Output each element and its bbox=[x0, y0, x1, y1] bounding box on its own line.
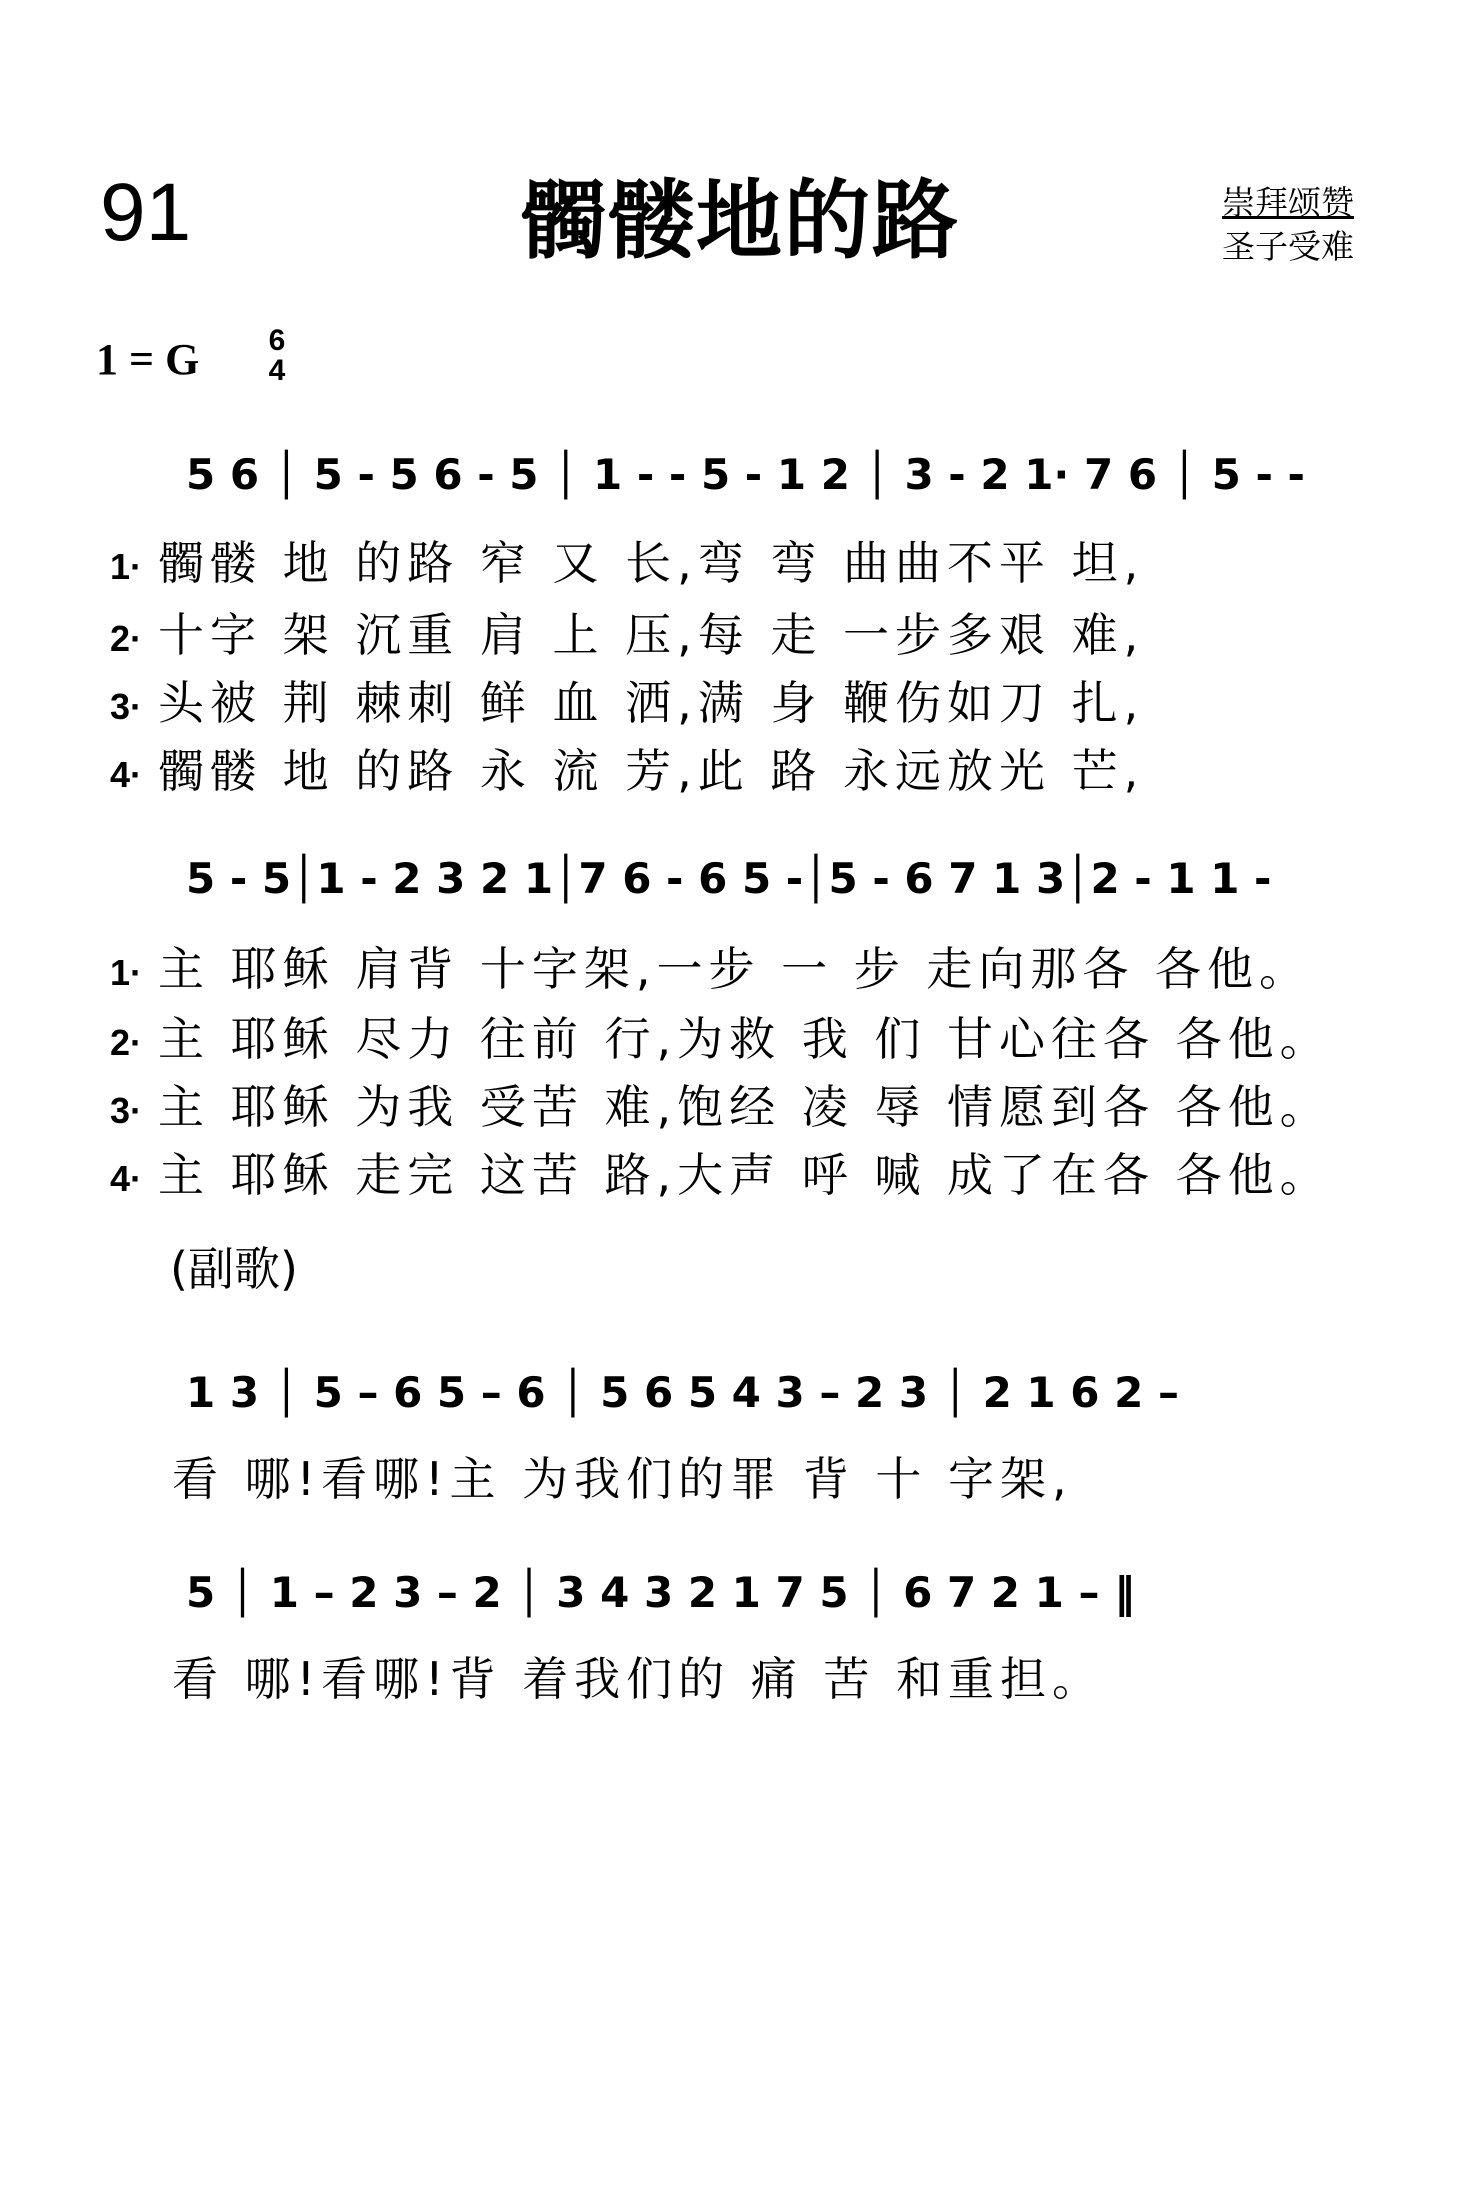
hymn-number: 91 bbox=[100, 167, 192, 258]
time-signature-top: 6 bbox=[268, 324, 286, 357]
verse-lyric: 髑髅 地 的路 窄 又 长,弯 弯 曲曲不平 坦, bbox=[158, 536, 1145, 590]
verse-number: 2· bbox=[110, 1022, 143, 1063]
verse-lyric-row bbox=[110, 1148, 1332, 1202]
verse-number: 4· bbox=[110, 1158, 143, 1199]
hymn-title: 髑髅地的路 bbox=[520, 171, 960, 271]
verse-lyric-row bbox=[110, 1080, 1332, 1134]
verse-lyric-row bbox=[110, 536, 1145, 590]
verse-number: 2· bbox=[110, 618, 143, 659]
time-signature bbox=[262, 326, 292, 386]
chorus-lyric: 看 哪!看哪!主 为我们的罪 背 十 字架, bbox=[172, 1452, 1073, 1506]
verse-lyric: 髑髅 地 的路 永 流 芳,此 路 永远放光 芒, bbox=[158, 744, 1145, 798]
verse-lyric: 主 耶稣 肩背 十字架,一步 一 步 走向那各 各他。 bbox=[158, 942, 1311, 996]
verse-number: 1· bbox=[110, 952, 143, 993]
verse-lyric: 头被 荆 棘刺 鲜 血 洒,满 身 鞭伤如刀 扎, bbox=[158, 676, 1145, 730]
time-signature-bottom: 4 bbox=[268, 354, 286, 387]
chorus-lyric: 看 哪!看哪!背 着我们的 痛 苦 和重担。 bbox=[172, 1652, 1104, 1706]
verse-lyric: 主 耶稣 为我 受苦 难,饱经 凌 辱 情愿到各 各他。 bbox=[158, 1080, 1332, 1134]
notation-line: 1 3 │ 5 – 6 5 – 6 │ 5 6 5 4 3 – 2 3 │ 2 1 6 2 – bbox=[186, 1368, 1179, 1417]
verse-lyric-row bbox=[110, 1012, 1332, 1066]
notation-line: 5 │ 1 – 2 3 – 2 │ 3 4 3 2 1 7 5 │ 6 7 2 1 – ‖ bbox=[186, 1568, 1136, 1617]
verse-lyric: 十字 架 沉重 肩 上 压,每 走 一步多艰 难, bbox=[158, 608, 1145, 662]
verse-lyric-row bbox=[110, 942, 1311, 996]
notation-line: 5 - 5│1 - 2 3 2 1│7 6 - 6 5 -│5 - 6 7 1 3│2 - 1 1 - bbox=[186, 854, 1272, 903]
verse-number: 3· bbox=[110, 1090, 143, 1131]
verse-lyric: 主 耶稣 走完 这苦 路,大声 呼 喊 成了在各 各他。 bbox=[158, 1148, 1332, 1202]
verse-number: 4· bbox=[110, 754, 143, 795]
key-signature: 1 = G bbox=[96, 335, 200, 384]
verse-number: 1· bbox=[110, 546, 143, 587]
chorus-label: (副歌) bbox=[170, 1242, 298, 1296]
verse-lyric-row bbox=[110, 744, 1145, 798]
verse-lyric: 主 耶稣 尽力 往前 行,为救 我 们 甘心往各 各他。 bbox=[158, 1012, 1332, 1066]
notation-line: 5 6 │ 5 - 5 6 - 5 │ 1 - - 5 - 1 2 │ 3 - 2 1· 7 6 │ 5 - - bbox=[186, 450, 1305, 499]
verse-lyric-row bbox=[110, 608, 1145, 662]
category-main: 崇拜颂赞 bbox=[1222, 183, 1354, 222]
category-sub: 圣子受难 bbox=[1222, 227, 1354, 266]
verse-number: 3· bbox=[110, 686, 143, 727]
verse-lyric-row bbox=[110, 676, 1145, 730]
